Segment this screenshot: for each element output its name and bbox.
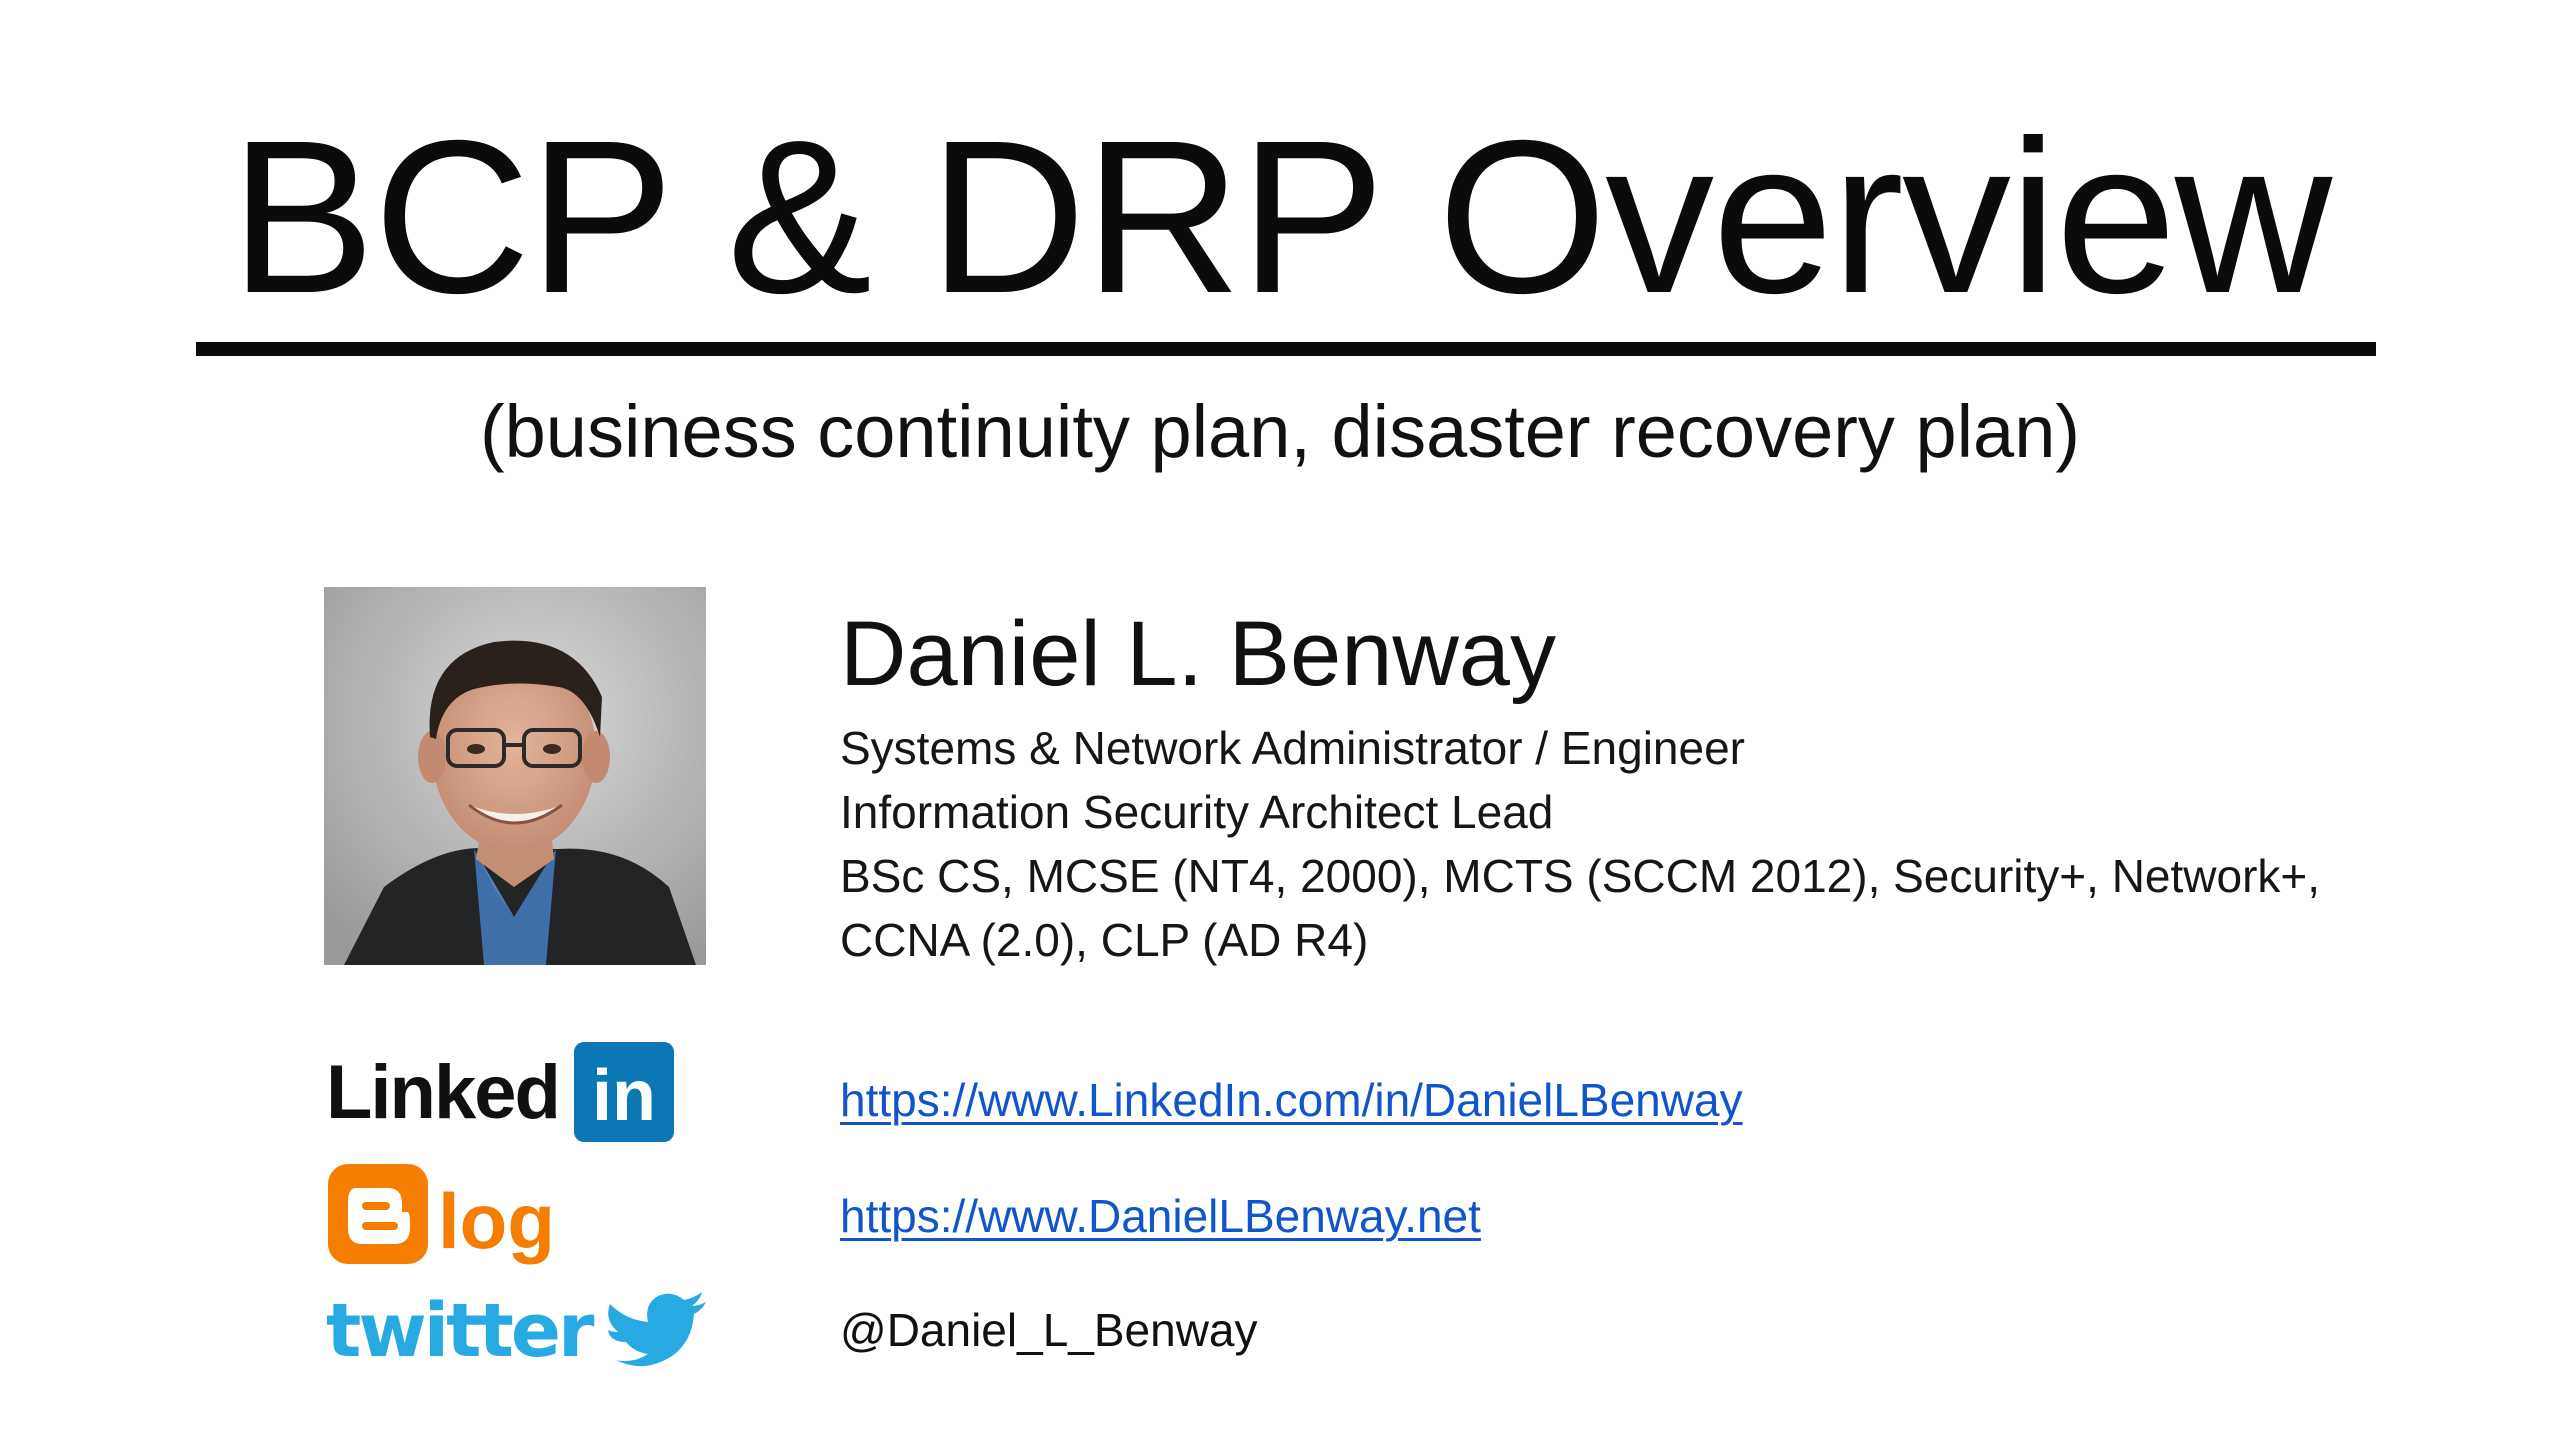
credential-line: CCNA (2.0), CLP (AD R4) — [840, 914, 1369, 966]
blog-link[interactable]: https://www.DanielLBenway.net — [840, 1190, 1481, 1242]
blog-logo-word: log — [438, 1177, 555, 1265]
credential-line: Systems & Network Administrator / Engineer — [840, 722, 1745, 774]
twitter-logo-word: twitter — [326, 1290, 592, 1374]
blogger-icon — [326, 1162, 566, 1268]
linkedin-profile-link[interactable]: https://www.LinkedIn.com/in/DanielLBenway — [840, 1074, 1743, 1126]
linkedin-icon — [326, 1040, 676, 1148]
twitter-handle: @Daniel_L_Benway — [840, 1304, 1258, 1356]
presenter-photo — [324, 587, 706, 965]
twitter-icon — [326, 1290, 706, 1374]
slide-subtitle: (business continuity plan, disaster recovery plan) — [480, 390, 2080, 473]
title-underline-rule — [196, 342, 2376, 356]
presenter-credentials — [840, 716, 2400, 972]
linkedin-logo-badge: in — [592, 1056, 656, 1136]
credential-line: BSc CS, MCSE (NT4, 2000), MCTS (SCCM 2012), Security+, Network+, — [840, 850, 2321, 902]
presenter-name: Daniel L. Benway — [840, 603, 1556, 705]
linkedin-logo-word: Linked — [326, 1050, 559, 1135]
slide-title: BCP & DRP Overview — [229, 96, 2331, 339]
credential-line: Information Security Architect Lead — [840, 786, 1554, 838]
